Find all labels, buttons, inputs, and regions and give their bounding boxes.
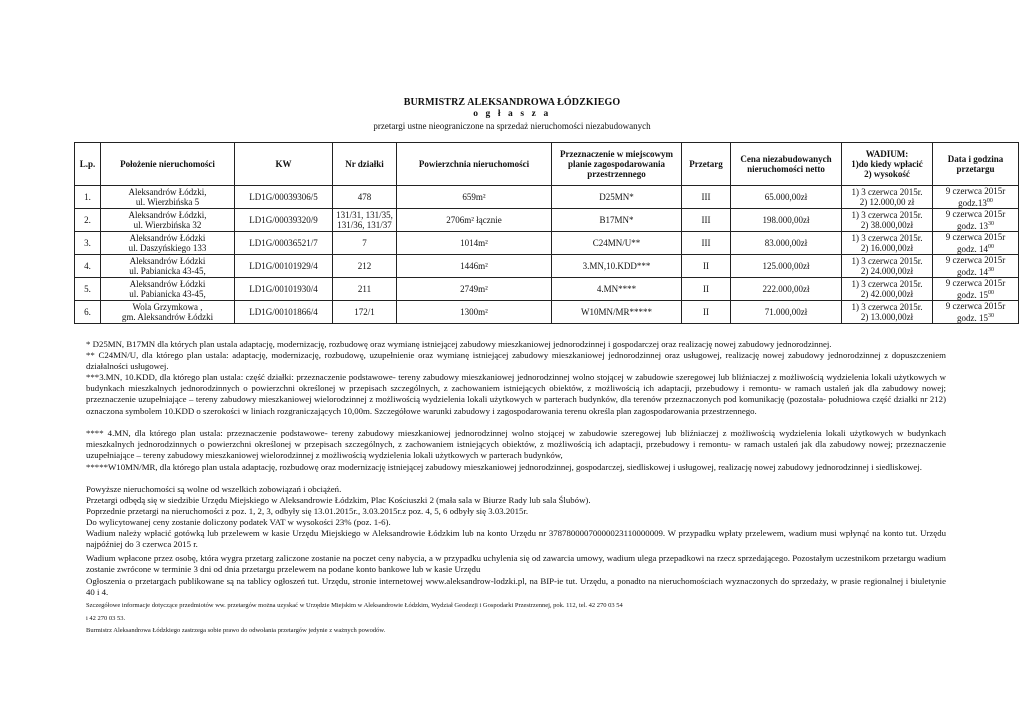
auction-time-text: godz. 14 (957, 267, 988, 277)
cell-lp-cell (75, 255, 101, 278)
cell-kw: LD1G/00101929/4 (249, 261, 318, 271)
cell-deposit-amount: 2) 24.000,00zł (860, 266, 914, 276)
announce-heading: o g ł a s z a (473, 109, 551, 119)
cell-purpose: 4.MN**** (596, 284, 637, 294)
cell-auction: III (701, 192, 711, 202)
cell-kw: LD1G/00039306/5 (249, 192, 318, 202)
cell-location-line2: ul. Wierzbińska 5 (135, 197, 200, 207)
cell-deposit-cell (842, 186, 933, 209)
note-deposit-payment: Wadium należy wpłacić gotówką lub przelewem w kasie Urzędu Miejskiego w Aleksandrowie Łódzkim lub na konto Urzędu nr 37878000070000023110000009. W przypadku wpłaty przelewem, wadium musi wpłynąć na konto tut. Urzędu najpóźniej do 3 czerwca 2015 r. (86, 528, 946, 550)
cell-location-line2: ul. Wierzbińska 32 (133, 220, 202, 230)
cell-lp-cell (75, 278, 101, 301)
cell-deposit-amount: 2) 38.000,00zł (860, 220, 914, 230)
table-row (75, 232, 1019, 255)
header-lp: L.p. (75, 143, 101, 186)
cell-area-cell (397, 232, 552, 255)
cell-plot-line1: 212 (357, 261, 372, 271)
cell-location-line1: Aleksandrów Łódzki (129, 256, 206, 266)
table-row (75, 209, 1019, 232)
cell-purpose-cell (552, 209, 682, 232)
cell-deposit-date: 1) 3 czerwca 2015r. (851, 256, 923, 266)
cell-auction-time (935, 196, 1016, 208)
cell-auction-cell (933, 255, 1019, 278)
cell-location-line2: ul. Pabianicka 43-45, (129, 266, 206, 276)
cell-location-line2: gm. Aleksandrów Łódzki (121, 312, 214, 322)
note-vat: Do wylicytowanej ceny zostanie doliczony podatek VAT w wysokości 23% (poz. 1-6). (86, 517, 391, 527)
cell-location-line1: Wola Grzymkowa , (132, 302, 203, 312)
cell-lp-cell (75, 301, 101, 324)
cell-location-cell (101, 278, 235, 301)
auction-time-text: godz. 15 (957, 313, 988, 323)
cell-lp: 3. (84, 238, 91, 248)
table-header-row (75, 143, 1019, 186)
cell-plot-line1: 7 (362, 238, 367, 248)
cell-price-cell (731, 255, 842, 278)
cell-auction-cell (933, 278, 1019, 301)
cell-auction: II (703, 284, 709, 294)
cell-purpose-cell (552, 232, 682, 255)
header-price: Cena niezabudowanych nieruchomości netto (731, 143, 842, 186)
cell-auction-cell (933, 209, 1019, 232)
cell-lp: 6. (84, 307, 91, 317)
cell-purpose: C24MN/U** (592, 238, 641, 248)
document-subtitle: przetargi ustne nieograniczone na sprzedaż nieruchomości niezabudowanych (373, 121, 651, 131)
auction-time-minutes: 30 (988, 313, 994, 319)
cell-auction-cell (933, 186, 1019, 209)
cell-kw-cell (235, 186, 333, 209)
cell-kw-cell (235, 301, 333, 324)
note-deposit-return: Wadium wpłacone przez osobę, która wygra przetarg zaliczone zostanie na poczet ceny nabycia, a w przypadku uchylenia się od zawarcia umowy, wadium ulega przepadkowi na rzecz sprzedającego. Pozostałym uczestnikom przetargu wadium zostanie zwrócone w terminie 3 dni od dnia przetargu przelewem na podane konto bankowe lub w kasie Urzędu (86, 553, 946, 575)
auction-time-text: godz.13 (958, 198, 987, 208)
cell-area: 1300m² (460, 307, 488, 317)
cell-plot-line1: 172/1 (354, 307, 375, 317)
cell-location-cell (101, 301, 235, 324)
note-free-of-charges: Powyższe nieruchomości są wolne od wszelkich zobowiązań i obciążeń. (86, 484, 342, 494)
note-c24mnu: ** C24MN/U, dla którego plan ustala: adaptację, modernizację, rozbudowę, uzupełnienie oraz wymianę istniejącej zabudowy mieszkaniowej jednorodzinnej oraz usługowej, realizację nowej zabudowy jednorodzinnej z dopuszczeniem działalności usługowej. (86, 350, 946, 372)
cell-deposit-date: 1) 3 czerwca 2015r. (851, 279, 923, 289)
cell-deposit-date: 1) 3 czerwca 2015r. (851, 302, 923, 312)
cell-deposit-amount: 2) 12.000,00 zł (859, 197, 915, 207)
cell-plot-line1: 478 (357, 192, 372, 202)
note-publication: Ogłoszenia o przetargach publikowane są na tablicy ogłoszeń tut. Urzędu, stronie internetowej www.aleksandrow-lodzki.pl, na BIP-ie tut. Urzędu, a ponadto na nieruchomościach wyznaczonych do sprzedaży, w prasie regionalnej i biuletynie 40 i 4. (86, 576, 946, 598)
table-row (75, 301, 1019, 324)
properties-table (74, 142, 1019, 324)
cell-lp-cell (75, 232, 101, 255)
cell-area-cell (397, 209, 552, 232)
cell-plot-cell (333, 255, 397, 278)
cell-lp: 1. (84, 192, 91, 202)
cell-price: 71.000,00zł (764, 307, 808, 317)
table-body (75, 186, 1019, 324)
cell-kw-cell (235, 209, 333, 232)
cell-price-cell (731, 278, 842, 301)
cell-price: 65.000,00zł (764, 192, 808, 202)
cell-deposit-cell (842, 209, 933, 232)
cell-auction: III (701, 215, 711, 225)
note-w10mn: *****W10MN/MR, dla którego plan ustala adaptację, rozbudowę oraz modernizację istniejącej zabudowy mieszkaniowej jednorodzinnej, gospodarczej, siedliskowej i usługowej, realizację nowej zabudowy jednorodzinnej i siedliskowej. (86, 462, 922, 472)
note-d25mn: * D25MN, B17MN dla których plan ustala adaptację, modernizację, rozbudowę oraz wymianę istniejącej zabudowy mieszkaniowej jednorodzinnej i gospodarczej oraz realizację nowej zabudowy jednorodzinnej. (86, 339, 832, 349)
cell-plot-cell (333, 232, 397, 255)
cell-deposit-amount: 2) 13.000,00zł (860, 312, 914, 322)
auction-time-text: godz. 14 (957, 244, 988, 254)
cell-purpose: B17MN* (599, 215, 634, 225)
cell-purpose: W10MN/MR***** (580, 307, 652, 317)
cell-lp: 2. (84, 215, 91, 225)
cell-price-cell (731, 232, 842, 255)
cell-auction-cell (682, 232, 731, 255)
auction-time-minutes: 00 (988, 290, 994, 296)
cell-purpose-cell (552, 255, 682, 278)
auction-time-text: godz. 15 (957, 290, 988, 300)
header-deposit-title: WADIUM: (865, 149, 909, 159)
cell-auction-time (935, 265, 1016, 277)
cell-location-line1: Aleksandrów Łódzki (129, 233, 206, 243)
cell-auction-date: 9 czerwca 2015r (945, 255, 1006, 265)
header-purpose: Przeznaczenie w miejscowym planie zagospodarowania przestrzennego (552, 143, 682, 186)
cell-auction-cell (682, 301, 731, 324)
cell-lp-cell (75, 186, 101, 209)
cell-deposit-date: 1) 3 czerwca 2015r. (851, 210, 923, 220)
header-date: Data i godzina przetargu (933, 143, 1019, 186)
cell-price: 125.000,00zł (762, 261, 810, 271)
header-location: Położenie nieruchomości (101, 143, 235, 186)
cell-area: 2706m² łącznie (446, 215, 502, 225)
cell-area: 1446m² (460, 261, 488, 271)
cell-deposit-amount: 2) 16.000,00zł (860, 243, 914, 253)
header-auction: Przetarg (682, 143, 731, 186)
cell-auction-cell (682, 186, 731, 209)
cell-plot-cell (333, 301, 397, 324)
cell-purpose: 3.MN,10.KDD*** (582, 261, 651, 271)
cell-auction-date: 9 czerwca 2015r (945, 278, 1006, 288)
cell-location-line1: Aleksandrów Łódzki (129, 279, 206, 289)
cell-area-cell (397, 278, 552, 301)
cell-plot-line1: 211 (357, 284, 372, 294)
cell-deposit-cell (842, 255, 933, 278)
cell-price: 198.000,00zł (762, 215, 810, 225)
cell-price: 222.000,00zł (762, 284, 810, 294)
cell-plot-line1: 131/31, 131/35, (336, 210, 393, 220)
cell-location-line2: ul. Pabianicka 43-45, (129, 289, 206, 299)
document-title: BURMISTRZ ALEKSANDROWA ŁÓDZKIEGO (403, 97, 621, 108)
cell-plot-cell (333, 278, 397, 301)
footer-phone: i 42 270 03 53. (86, 615, 126, 622)
cell-kw: LD1G/00101866/4 (249, 307, 318, 317)
cell-price: 83.000,00zł (764, 238, 808, 248)
cell-auction-cell (933, 232, 1019, 255)
cell-purpose-cell (552, 278, 682, 301)
cell-deposit-date: 1) 3 czerwca 2015r. (851, 233, 923, 243)
header-kw: KW (235, 143, 333, 186)
cell-auction-time (935, 288, 1016, 300)
header-deposit (842, 143, 933, 186)
cell-auction-date: 9 czerwca 2015r (945, 209, 1006, 219)
table-row (75, 186, 1019, 209)
cell-purpose: D25MN* (599, 192, 634, 202)
auction-time-minutes: 30 (988, 267, 994, 273)
cell-plot-cell (333, 186, 397, 209)
cell-auction-date: 9 czerwca 2015r (945, 232, 1006, 242)
header-deposit-amount: 2) wysokość (864, 169, 910, 179)
note-3mn: ***3.MN, 10.KDD, dla którego plan ustala: część działki: przeznaczenie podstawowe- tereny zabudowy mieszkaniowej jednorodzinnej wolno stojącej w zabudowie szeregowej lub bliźniaczej z możliwością wydzielenia lokali użytkowych w budynkach mieszkalnych jednorodzinnych o powierzchni określonej w przepisach szczególnych, z zachowaniem istniejących obiektów, z możliwością ich adaptacji, przebudowy i remontu- w ramach ustaleń jak dla zabudowy nowej; przeznaczenie uzupełniające – tereny zabudowy mieszkaniowej wielorodzinnej z możliwością wydzielenia lokali użytkowych w parterach budynków, dla terenów przeznaczonych pod komunikację (pozostała- południowa część działki nr 212) oznaczona symbolem 10.KDD o szerokości w liniach rozgraniczających 10,00m. Szczegółowe warunki zabudowy i zagospodarowania terenu określa plan zagospodarowania przestrzennego. (86, 372, 946, 416)
cell-location-cell (101, 255, 235, 278)
cell-kw: LD1G/00039320/9 (249, 215, 318, 225)
cell-purpose-cell (552, 301, 682, 324)
cell-auction-time (935, 311, 1016, 323)
header-area: Powierzchnia nieruchomości (397, 143, 552, 186)
header-deposit-when: 1)do kiedy wpłacić (851, 159, 923, 169)
cell-location-line1: Aleksandrów Łódzki, (128, 187, 207, 197)
cell-location-cell (101, 232, 235, 255)
cell-area-cell (397, 186, 552, 209)
cell-deposit-cell (842, 232, 933, 255)
cell-auction: III (701, 238, 711, 248)
auction-time-text: godz. 13 (957, 221, 988, 231)
note-auction-place: Przetargi odbędą się w siedzibie Urzędu Miejskiego w Aleksandrowie Łódzkim, Plac Kościuszki 2 (mała sala w Biurze Rady lub sala Ślubów). (86, 495, 591, 505)
cell-auction-cell (682, 209, 731, 232)
cell-area-cell (397, 301, 552, 324)
cell-kw-cell (235, 232, 333, 255)
cell-location-line2: ul. Daszyńskiego 133 (128, 243, 207, 253)
cell-area: 1014m² (460, 238, 488, 248)
cell-auction-time (935, 242, 1016, 254)
cell-auction-time (935, 219, 1016, 231)
auction-time-minutes: 00 (986, 198, 993, 204)
cell-auction: II (703, 307, 709, 317)
header-plot: Nr działki (333, 143, 397, 186)
cell-area: 659m² (462, 192, 486, 202)
table-row (75, 278, 1019, 301)
cell-price-cell (731, 186, 842, 209)
cell-auction: II (703, 261, 709, 271)
table-row (75, 255, 1019, 278)
cell-kw-cell (235, 255, 333, 278)
note-4mn: **** 4.MN, dla którego plan ustala: przeznaczenie podstawowe- tereny zabudowy mieszkaniowej jednorodzinnej wolno stojącej w zabudowie szeregowej lub bliźniaczej z możliwością wydzielenia lokali użytkowych w budynkach mieszkalnych jednorodzinnych o powierzchni określonej w przepisach szczególnych, z zachowaniem istniejących obiektów, z możliwością ich adaptacji, przebudowy i remontu- w ramach ustaleń jak dla zabudowy nowej; przeznaczenie uzupełniające – tereny zabudowy mieszkaniowej wielorodzinnej z możliwością wydzielenia lokali użytkowych w parterach budynków, (86, 428, 946, 461)
footer-info: Szczegółowe informacje dotyczące przedmiotów ww. przetargów można uzyskać w Urzędzie Miejskim w Aleksandrowie Łódzkim, Wydział Geodezji i Gospodarki Przestrzennej, pok. 112, tel. 42 270 03 54 (86, 602, 623, 609)
cell-price-cell (731, 301, 842, 324)
auction-time-minutes: 30 (988, 221, 994, 227)
cell-location-line1: Aleksandrów Łódzki, (128, 210, 207, 220)
footer-reservation: Burmistrz Aleksandrowa Łódzkiego zastrzega sobie prawo do odwołania przetargów jedynie z ważnych powodów. (86, 627, 386, 634)
cell-area-cell (397, 255, 552, 278)
cell-auction-date: 9 czerwca 2015r (945, 186, 1006, 196)
cell-location-cell (101, 209, 235, 232)
cell-purpose-cell (552, 186, 682, 209)
cell-kw: LD1G/00036521/7 (249, 238, 318, 248)
cell-deposit-amount: 2) 42.000,00zł (860, 289, 914, 299)
cell-area: 2749m² (460, 284, 488, 294)
cell-kw-cell (235, 278, 333, 301)
cell-price-cell (731, 209, 842, 232)
cell-kw: LD1G/00101930/4 (249, 284, 318, 294)
auction-time-minutes: 00 (988, 244, 994, 250)
cell-auction-date: 9 czerwca 2015r (945, 301, 1006, 311)
cell-deposit-cell (842, 278, 933, 301)
cell-lp: 5. (84, 284, 91, 294)
cell-lp: 4. (84, 261, 91, 271)
cell-plot-line2: 131/36, 131/37 (337, 220, 392, 230)
cell-auction-cell (682, 255, 731, 278)
cell-deposit-date: 1) 3 czerwca 2015r. (851, 187, 923, 197)
cell-deposit-cell (842, 301, 933, 324)
note-previous-auctions: Poprzednie przetargi na nieruchomości z poz. 1, 2, 3, odbyły się 13.01.2015r., 3.03.2015r.z poz. 4, 5, 6 odbyły się 3.03.2015r. (86, 506, 529, 516)
cell-location-cell (101, 186, 235, 209)
cell-lp-cell (75, 209, 101, 232)
cell-auction-cell (682, 278, 731, 301)
cell-plot-cell (333, 209, 397, 232)
cell-auction-cell (933, 301, 1019, 324)
